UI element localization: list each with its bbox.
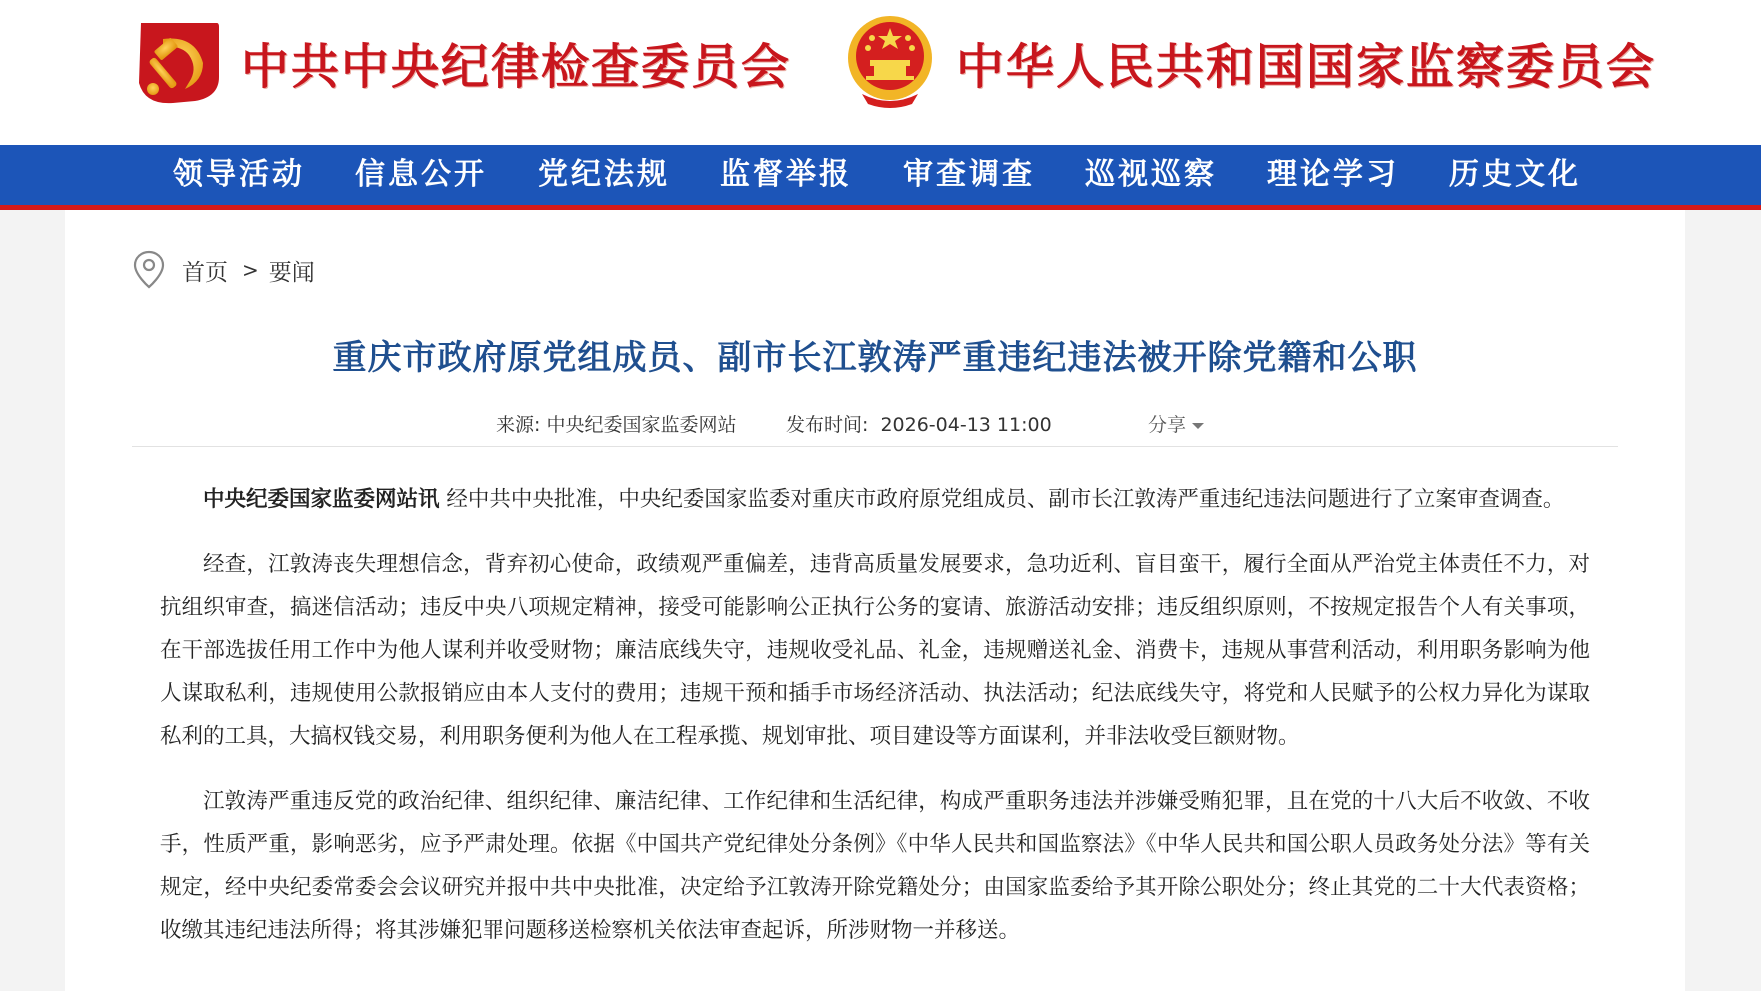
nav-item-info-disclosure[interactable]: 信息公开: [355, 157, 487, 192]
nav-item-party-regulations[interactable]: 党纪法规: [538, 157, 670, 192]
share-label: 分享: [1148, 414, 1187, 436]
nsc-logo-link[interactable]: [842, 12, 1656, 112]
nav-item-theory-study[interactable]: 理论学习: [1267, 157, 1399, 192]
article-paragraph-1-text: 经中共中央批准，中央纪委国家监委对重庆市政府原党组成员、副市长江敦涛严重违纪违法问题进行了立案审查调查。: [439, 487, 1565, 512]
time-label: 发布时间:: [786, 414, 869, 436]
source-label: 来源:: [496, 414, 541, 436]
article-body: [160, 478, 1590, 974]
article-paragraph-3: 江敦涛严重违反党的政治纪律、组织纪律、廉洁纪律、工作纪律和生活纪律，构成严重职务违法并涉嫌受贿犯罪，且在党的十八大后不收敛、不收手，性质严重，影响恶劣，应予严肃处理。依据《中国共产党纪律处分条例》《中华人民共和国监察法》《中华人民共和国公职人员政务处分法》等有关规定，经中央纪委常委会会议研究并报中共中央批准，决定给予江敦涛开除党籍处分；由国家监委给予其开除公职处分；终止其党的二十大代表资格；收缴其违纪违法所得；将其涉嫌犯罪问题移送检察机关依法审查起诉，所涉财物一并移送。: [160, 789, 1590, 943]
breadcrumb-current-link[interactable]: 要闻: [268, 259, 315, 286]
main-nav: [0, 145, 1761, 210]
ccdi-title: 中共中央纪律检查委员会: [241, 38, 792, 95]
ccdi-logo-link[interactable]: [133, 12, 791, 112]
nav-item-history-culture[interactable]: 历史文化: [1449, 157, 1581, 192]
article-source: [496, 410, 736, 434]
share-dropdown[interactable]: [1148, 410, 1204, 434]
article-publish-time: [786, 410, 1052, 434]
national-emblem-icon: [842, 12, 938, 112]
share-caret-icon: [1192, 423, 1204, 429]
article-lead: 中央纪委国家监委网站讯: [203, 487, 440, 512]
article-title: 重庆市政府原党组成员、副市长江敦涛严重违纪违法被开除党籍和公职: [332, 338, 1418, 378]
meta-divider: [132, 446, 1618, 447]
site-header: [0, 0, 1761, 145]
article-container: [65, 210, 1685, 991]
source-value: 中央纪委国家监委网站: [546, 414, 737, 436]
breadcrumb-home-link[interactable]: 首页: [182, 259, 228, 286]
nav-item-leader-activities[interactable]: 领导活动: [173, 157, 305, 192]
article-paragraph-1: [160, 478, 1590, 521]
location-pin-icon: [132, 250, 166, 290]
nsc-title: 中华人民共和国国家监察委员会: [956, 38, 1657, 95]
time-value: 2026-04-13 11:00: [880, 414, 1052, 436]
nav-item-inspection-tour[interactable]: 巡视巡察: [1085, 157, 1217, 192]
breadcrumb-separator: >: [242, 258, 259, 282]
breadcrumb: [132, 250, 315, 290]
nav-item-supervision-report[interactable]: 监督举报: [720, 157, 852, 192]
nav-item-review-investigation[interactable]: 审查调查: [903, 157, 1035, 192]
party-emblem-icon: [133, 17, 223, 107]
article-paragraph-2: 经查，江敦涛丧失理想信念，背弃初心使命，政绩观严重偏差，违背高质量发展要求，急功近利、盲目蛮干，履行全面从严治党主体责任不力，对抗组织审查，搞迷信活动；违反中央八项规定精神，接受可能影响公正执行公务的宴请、旅游活动安排；违反组织原则，不按规定报告个人有关事项，在干部选拔任用工作中为他人谋利并收受财物；廉洁底线失守，违规收受礼品、礼金，违规赠送礼金、消费卡，违规从事营利活动，利用职务影响为他人谋取私利，违规使用公款报销应由本人支付的费用；违规干预和插手市场经济活动、执法活动；纪法底线失守，将党和人民赋予的公权力异化为谋取私利的工具，大搞权钱交易，利用职务便利为他人在工程承揽、规划审批、项目建设等方面谋利，并非法收受巨额财物。: [160, 552, 1590, 749]
